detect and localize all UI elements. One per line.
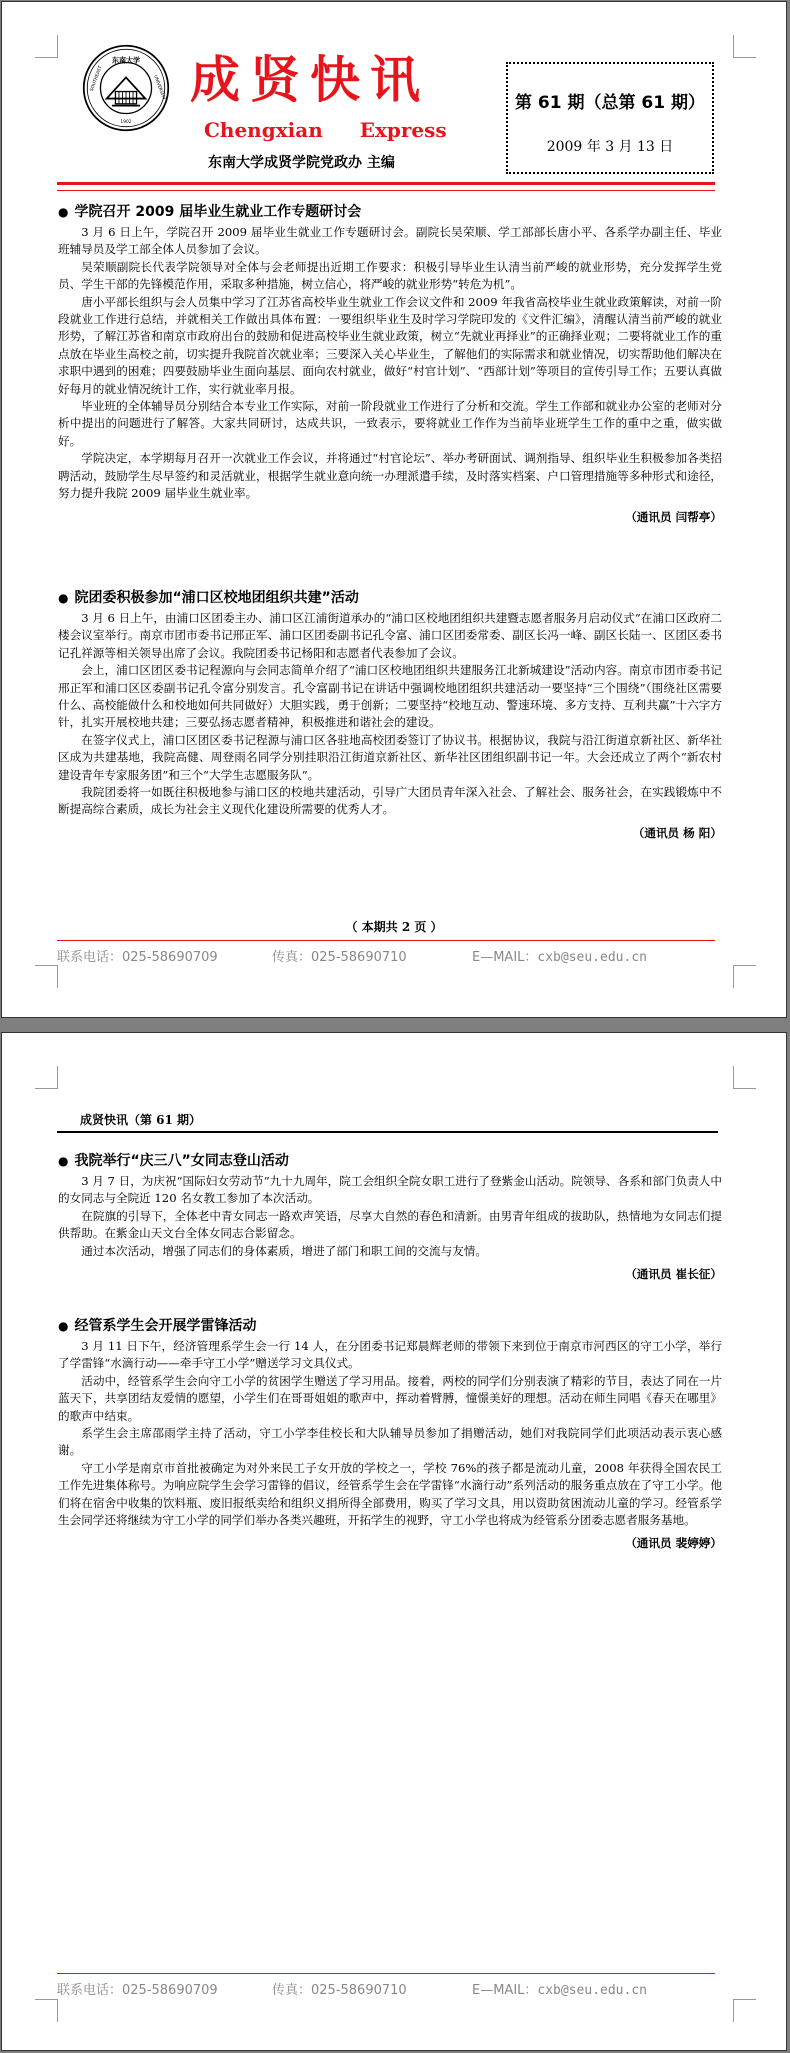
article-byline: （通讯员 闫帮亭） <box>625 509 722 524</box>
running-header: 成贤快讯（第 61 期） <box>80 1113 202 1127</box>
newsletter-title: 成贤快讯 <box>190 50 430 109</box>
svg-text:1902: 1902 <box>120 120 132 126</box>
footer-email <box>472 946 647 965</box>
issue-number: 第 61 期（总第 61 期） <box>515 93 705 113</box>
article-paragraph: 守工小学是南京市首批被确定为对外来民工子女开放的学校之一，学校 76%的孩子都是流动儿童，2008 年获得全国农民工工作先进集体称号。为响应院学生会学习雷锋的倡议，经管系学生会在学雷锋“水滴行动”系列活动的服务重点放在了守工小学。他们将在宿舍中收集的饮料瓶、废旧报纸卖给和组织义捐所得全部费用，购买了学习文具，用以资助贫困流动儿童的学习。经管系学生会同学还将继续为守工小学的同学们举办各类兴趣班，开拓学生的视野，守工小学也将成为经管系分团委志愿者服务基地。 <box>58 1460 722 1528</box>
crop-mark <box>733 35 756 58</box>
article-paragraph: 毕业班的全体辅导员分别结合本专业工作实际，对前一阶段就业工作进行了分析和交流。学生工作部和就业办公室的老师对分析中提出的问题进行了解答。大家共同研讨，达成共识，一致表示，要将就业工作作为当前毕业班学生工作的重中之重，做实做好。 <box>58 399 722 448</box>
article-paragraph: 3 月 6 日上午，学院召开 2009 届毕业生就业工作专题研讨会。副院长吴荣顺、学工部部长唐小平、各系学办副主任、毕业班辅导员及学工部全体人员参加了会议。 <box>58 225 722 257</box>
svg-text:东南大学: 东南大学 <box>111 55 141 65</box>
university-seal-logo <box>82 44 170 132</box>
article-byline: （通讯员 崔长征） <box>625 1267 722 1282</box>
article-paragraph: 吴荣顺副院长代表学院领导对全体与会老师提出近期工作要求：积极引导毕业生认清当前严峻的就业形势，充分发挥学生党员、学生干部的先锋模范作用，采取多种措施，树立信心，将严峻的就业形势“转危为机”。 <box>58 259 722 292</box>
footer-email <box>472 1979 647 1998</box>
article-byline: （通讯员 裴婷婷） <box>625 1536 722 1551</box>
article-paragraph: 会上，浦口区团区委书记程源向与会同志简单介绍了“浦口区校地团组织共建服务江北新城建设”活动内容。南京市团市委书记邢正军和浦口区区委副书记孔令富分别发言。孔令富副书记在讲话中强调校地团组织共建活动一要坚持“三个围绕”（围绕社区需要什么、高校能做什么和校地如何共同做好）大胆实践，勇于创新；二要坚持“校地互动、警速环境、多方支持、互利共赢”十六字方针，扎实开展校地共建；三要弘扬志愿者精神，积极推进和谐社会的建设。 <box>58 663 722 730</box>
footer-email-address[interactable]: cxb@seu.edu.cn <box>537 950 647 965</box>
footer-email-address[interactable]: cxb@seu.edu.cn <box>537 1983 647 1998</box>
header-divider <box>57 1131 718 1133</box>
svg-text:UNIVERSITY: UNIVERSITY <box>152 74 166 101</box>
crop-mark <box>35 35 58 58</box>
article-title-text: 我院举行“庆三八”女同志登山活动 <box>74 1153 289 1169</box>
document-page-1 <box>1 1 787 1018</box>
newsletter-title-english: Chengxian Express <box>204 118 447 142</box>
masthead-divider-thin <box>57 190 715 191</box>
article-title-text: 经管系学生会开展学雷锋活动 <box>74 1318 257 1334</box>
footer-email-label: E—MAIL： <box>472 950 538 965</box>
crop-mark <box>35 965 58 988</box>
newsletter-editor: 东南大学成贤学院党政办 主编 <box>208 155 395 171</box>
article-paragraph: 3 月 6 日上午，由浦口区团委主办、浦口区江浦街道承办的“浦口区校地团组织共建暨志愿者服务月启动仪式”在浦口区政府二楼会议室举行。南京市团市委书记邢正军、浦口区团委副书记孔令富、浦口区团委常委、副区长冯一峰、副区长陆一、区团区委书记孔祥源等相关领导出席了会议。我院团委书记杨阳和志愿者代表参加了会议。 <box>58 611 722 660</box>
article-paragraph: 我院团委将一如既往积极地参与浦口区的校地共建活动，引导广大团员青年深入社会、了解社会、服务社会，在实践锻炼中不断提高综合素质，成长为社会主义现代化建设所需要的优秀人才。 <box>58 785 722 817</box>
footer-fax: 传真：025-58690710 <box>272 950 407 965</box>
crop-mark <box>35 1999 58 2022</box>
crop-mark <box>733 965 756 988</box>
bullet-icon: ● <box>58 591 69 605</box>
article-paragraph: 系学生会主席邵雨学主持了活动，守工小学李佳校长和大队辅导员参加了捐赠活动，她们对我院同学们此项活动表示衷心感谢。 <box>58 1426 722 1458</box>
article-title-text: 学院召开 2009 届毕业生就业工作专题研讨会 <box>74 204 362 220</box>
article-title-text: 院团委积极参加“浦口区校地团组织共建”活动 <box>74 590 359 606</box>
article-graduate-employment <box>58 202 722 527</box>
bullet-icon: ● <box>58 205 69 219</box>
footer-phone: 联系电话：025-58690709 <box>57 950 218 965</box>
article-lei-feng-activity <box>58 1316 722 1553</box>
document-page-2 <box>1 1032 787 2051</box>
issue-date: 2009 年 3 月 13 日 <box>546 139 674 155</box>
article-title <box>58 1316 722 1336</box>
article-paragraph: 唐小平部长组织与会人员集中学习了江苏省高校毕业生就业工作会议文件和 2009 年我省高校毕业生就业政策解读，对前一阶段就业工作进行总结，并就相关工作做出具体布置：一要组织毕业生及时学习学院印发的《文件汇编》，清醒认清当前严峻的就业形势，了解江苏省和南京市政府出台的鼓励和促进高校毕业生就业政策，树立“先就业再择业”的正确择业观；二要将就业工作的重点放在毕业生高校之前，切实提升我院首次就业率；三要深入关心毕业生，了解他们的实际需求和就业情况，切实帮助他们解决在求职中遇到的困难；四要鼓励毕业生面向基层、面向农村就业，做好“村官计划”、“西部计划”等项目的宣传引导工作；五要认真做好每月的就业情况统计工作，实行就业率月报。 <box>58 294 722 396</box>
article-paragraph: 在签字仪式上，浦口区团区委书记程源与浦口区各驻地高校团委签订了协议书。根据协议，我院与沿江街道京新社区、新华社区成为共建基地，我院高健、周登雨名同学分别挂职沿江街道京新社区、新华社区团组织副书记一年。大会还成立了两个“新农村建设青年专家服务团”和三个“大学生志愿服务队”。 <box>58 732 722 782</box>
bullet-icon: ● <box>58 1154 69 1168</box>
article-paragraph: 在院旗的引导下，全体老中青女同志一路欢声笑语，尽享大自然的春色和清新。由男青年组成的拔助队，热情地为女同志们提供帮助。在紫金山天文台全体女同志合影留念。 <box>58 1208 722 1241</box>
bullet-icon: ● <box>58 1319 69 1333</box>
footer-email-label: E—MAIL： <box>472 1983 538 1998</box>
article-womens-day-hike <box>58 1151 722 1284</box>
article-paragraph: 学院决定，本学期每月召开一次就业工作会议，并将通过“村官论坛”、举办考研面试、调剂指导、组织毕业生积极参加各类招聘活动，鼓励学生尽早签约和灵活就业，根据学生就业意向统一办理派遣手续，及时落实档案、户口管理措施等多种形式和途径，努力提升我院 2009 届毕业生就业率。 <box>58 451 722 501</box>
article-pukou-cooperation <box>58 588 722 843</box>
article-paragraph: 通过本次活动，增强了同志们的身体素质，增进了部门和职工间的交流与友情。 <box>81 1243 487 1258</box>
crop-mark <box>733 1999 756 2022</box>
article-paragraph: 活动中，经管系学生会向守工小学的贫困学生赠送了学习用品。接着，两校的同学们分别表演了精彩的节目，表达了同在一片蓝天下，共享团结友爱情的愿望，小学生们在哥哥姐姐的歌声中，挥动着臂膊，憧憬美好的理想。活动在师生同唱《春天在哪里》的歌声中结束。 <box>58 1373 722 1423</box>
svg-text:SOUTHEAST: SOUTHEAST <box>89 65 104 93</box>
crop-mark <box>733 1066 756 1089</box>
footer-phone: 联系电话：025-58690709 <box>57 1983 218 1998</box>
article-title <box>58 588 722 608</box>
article-title <box>58 202 722 222</box>
footer-fax: 传真：025-58690710 <box>272 1983 407 1998</box>
masthead-divider <box>57 182 715 185</box>
page-count: （ 本期共 2 页 ） <box>345 920 443 934</box>
issue-info-box <box>506 62 714 174</box>
crop-mark <box>35 1066 58 1089</box>
article-paragraph: 3 月 7 日，为庆祝“国际妇女劳动节”九十九周年，院工会组织全院女职工进行了登紫金山活动。院领导、各系和部门负责人中的女同志与全院近 120 名女教工参加了本次活动。 <box>58 1174 722 1206</box>
article-byline: （通讯员 杨 阳） <box>632 825 722 840</box>
article-paragraph: 3 月 11 日下午，经济管理系学生会一行 14 人，在分团委书记郑晨辉老师的带领下来到位于南京市河西区的守工小学，举行了学雷锋“水滴行动——牵手守工小学”赠送学习文具仪式。 <box>58 1339 722 1371</box>
article-title <box>58 1151 722 1171</box>
footer-divider <box>57 940 715 941</box>
footer-divider <box>57 1973 715 1974</box>
